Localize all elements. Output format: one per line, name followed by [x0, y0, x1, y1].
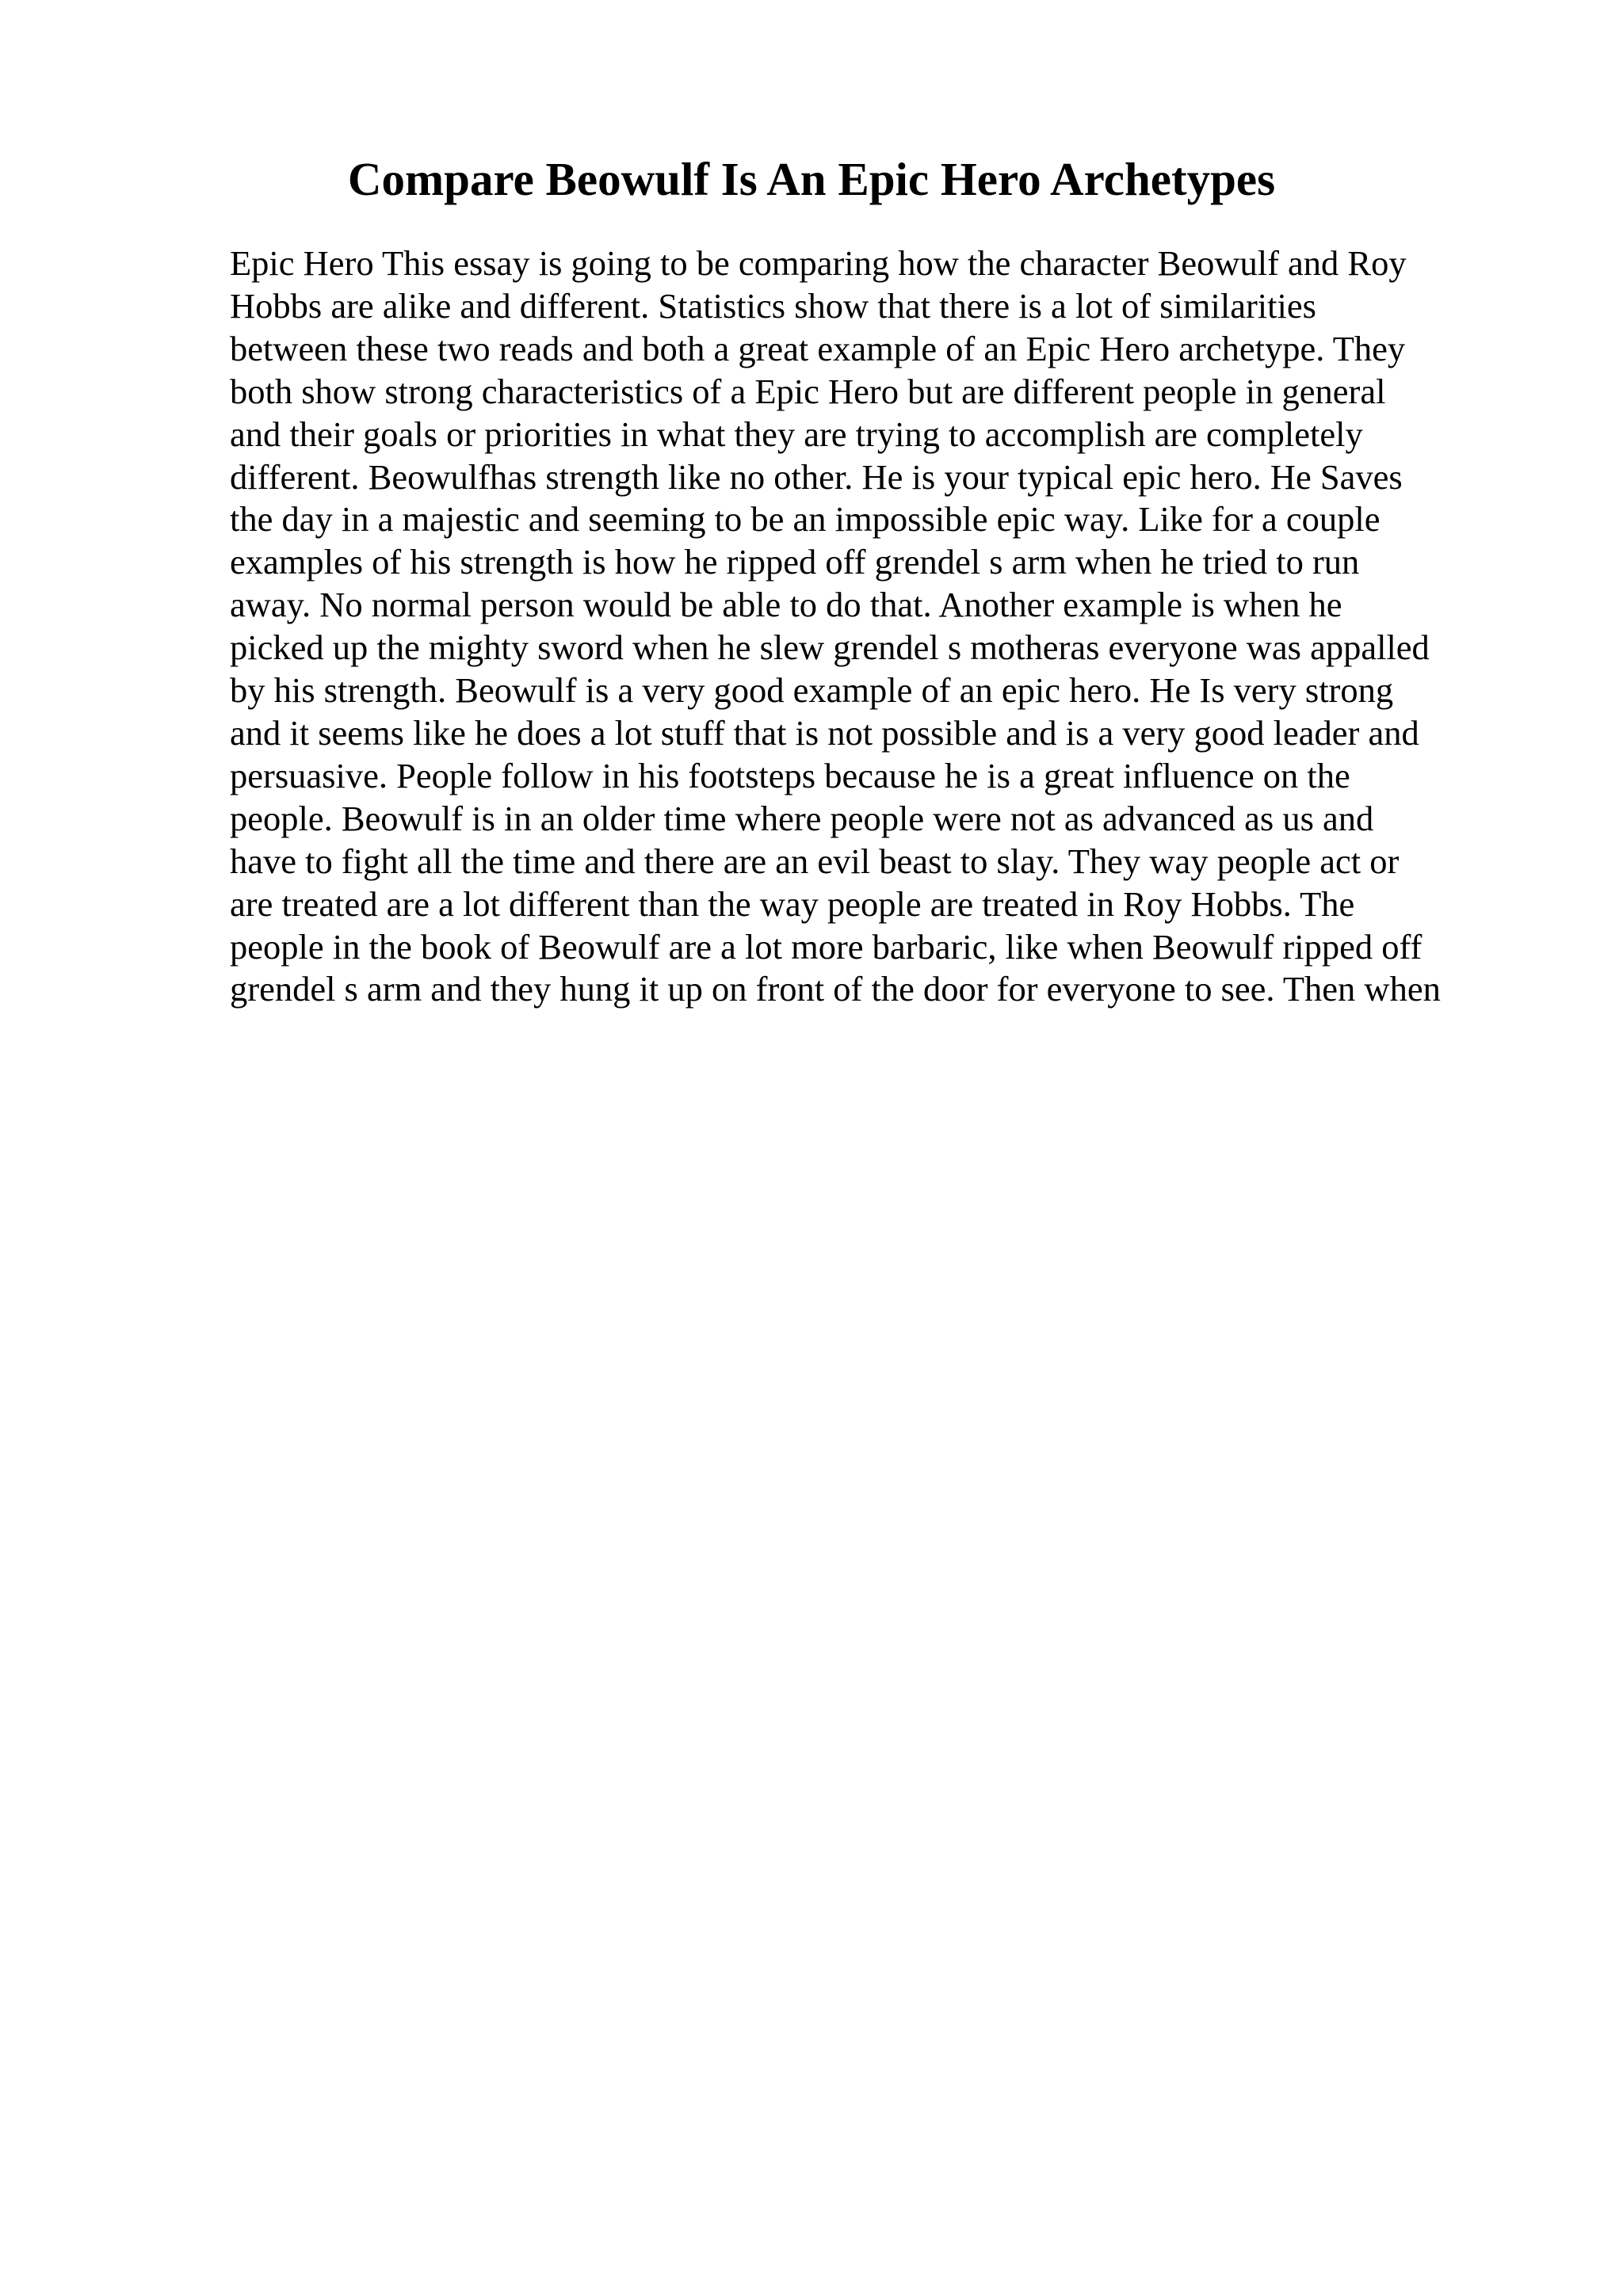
document-title: Compare Beowulf Is An Epic Hero Archetypes [347, 153, 1276, 205]
body-line: by his strength. Beowulf is a very good example of an epic hero. He Is very strong [230, 670, 1394, 711]
body-line: and their goals or priorities in what they are trying to accomplish are completely [230, 414, 1363, 454]
body-line: both show strong characteristics of a Epic Hero but are different people in general [230, 371, 1386, 411]
body-line: grendel s arm and they hung it up on front of the door for everyone to see. Then when [230, 969, 1441, 1009]
body-line: the day in a majestic and seeming to be an impossible epic way. Like for a couple [230, 499, 1381, 540]
body-line: examples of his strength is how he ripped off grendel s arm when he tried to run [230, 542, 1360, 582]
body-line: people. Beowulf is in an older time where people were not as advanced as us and [230, 798, 1374, 838]
document-body [230, 242, 1514, 1011]
body-line: different. Beowulfhas strength like no other. He is your typical epic hero. He Saves [230, 456, 1403, 497]
body-line: have to fight all the time and there are an evil beast to slay. They way people act or [230, 841, 1400, 881]
body-line: Epic Hero This essay is going to be comparing how the character Beowulf and Roy [230, 243, 1407, 283]
body-line: are treated are a lot different than the way people are treated in Roy Hobbs. The [230, 883, 1355, 924]
body-line: persuasive. People follow in his footsteps because he is a great influence on the [230, 755, 1350, 795]
body-line: Hobbs are alike and different. Statistics show that there is a lot of similarities [230, 285, 1316, 326]
body-line: and it seems like he does a lot stuff that is not possible and is a very good leader and [230, 712, 1419, 753]
body-line: between these two reads and both a great example of an Epic Hero archetype. They [230, 328, 1406, 368]
body-line: away. No normal person would be able to do that. Another example is when he [230, 585, 1342, 625]
body-line: picked up the mighty sword when he slew grendel s motheras everyone was appalled [230, 627, 1430, 668]
body-line: people in the book of Beowulf are a lot more barbaric, like when Beowulf ripped off [230, 926, 1423, 967]
